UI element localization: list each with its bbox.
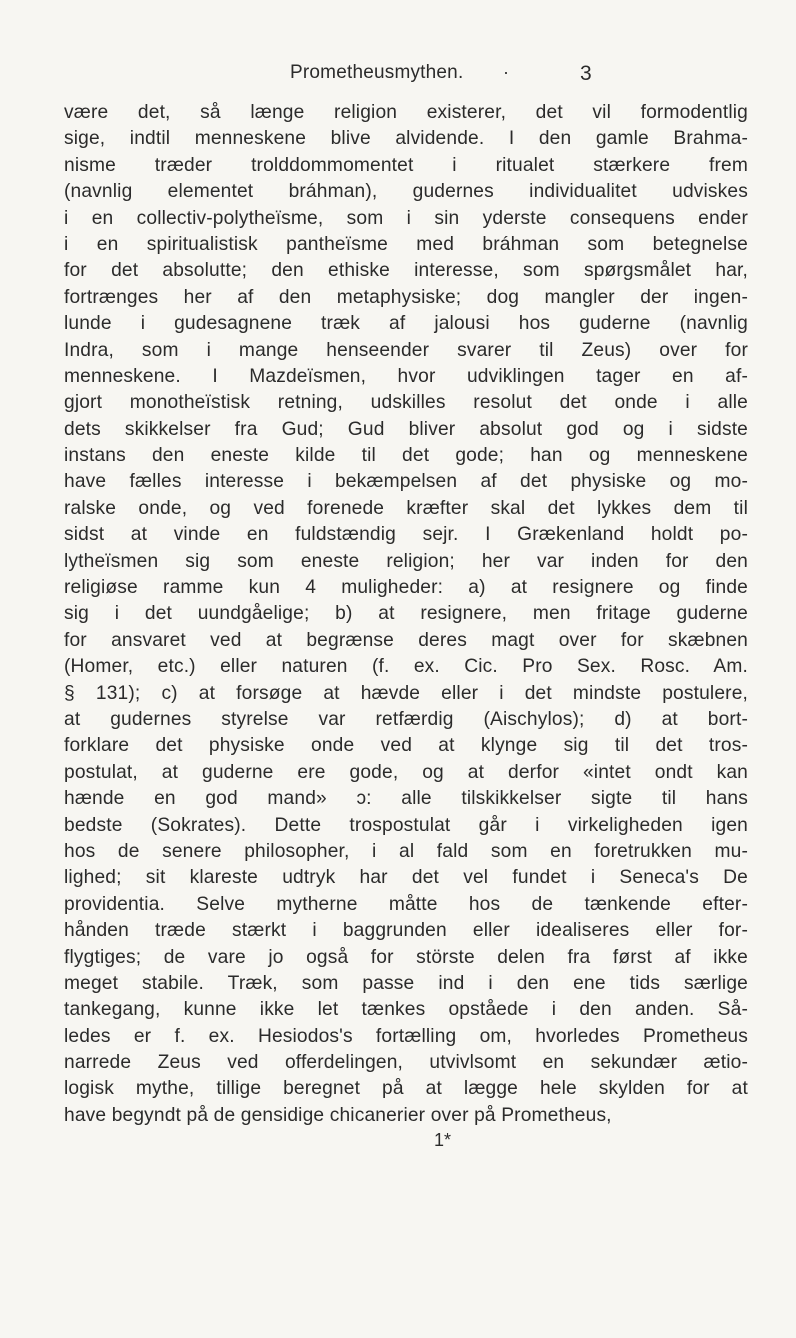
text-line: (navnlig elementet bráhman), gudernes individualitet udviskes bbox=[64, 181, 748, 203]
text-line: hånden træde stærkt i baggrunden eller idealiseres eller for- bbox=[64, 920, 748, 942]
text-line: flygtiges; de vare jo også for störste delen fra først af ikke bbox=[64, 946, 748, 968]
text-line: sidst at vinde en fuldstændig sejr. I Grækenland holdt po- bbox=[64, 524, 748, 546]
text-line: bedste (Sokrates). Dette trospostulat går i virkeligheden igen bbox=[64, 814, 748, 836]
header-dot: · bbox=[503, 62, 509, 82]
text-line: lytheïsmen sig som eneste religion; her var inden for den bbox=[64, 550, 748, 572]
text-line: sig i det uundgåelige; b) at resignere, men fritage guderne bbox=[64, 603, 748, 625]
text-line: providentia. Selve mytherne måtte hos de tænkende efter- bbox=[64, 893, 748, 915]
text-line: narrede Zeus ved offerdelingen, utvivlsomt en sekundær ætio- bbox=[64, 1052, 748, 1074]
text-line: Indra, som i mange henseender svarer til Zeus) over for bbox=[64, 339, 748, 361]
text-line: dets skikkelser fra Gud; Gud bliver absolut god og i sidste bbox=[64, 418, 748, 440]
text-line: lighed; sit klareste udtryk har det vel fundet i Seneca's De bbox=[64, 867, 748, 889]
text-line: i en collectiv-polytheïsme, som i sin yderste consequens ender bbox=[64, 207, 748, 229]
text-line: gjort monotheïstisk retning, udskilles resolut det onde i alle bbox=[64, 392, 748, 414]
text-line: meget stabile. Træk, som passe ind i den ene tids særlige bbox=[64, 972, 748, 994]
text-line: have fælles interesse i bekæmpelsen af det physiske og mo- bbox=[64, 471, 748, 493]
running-title: Prometheusmythen. bbox=[290, 62, 464, 83]
page-header bbox=[290, 62, 620, 92]
text-line: i en spiritualistisk pantheïsme med bráhman som betegnelse bbox=[64, 233, 748, 255]
text-line: at gudernes styrelse var retfærdig (Aischylos); d) at bort- bbox=[64, 708, 748, 730]
text-line: have begyndt på de gensidige chicanerier over på Prometheus, bbox=[64, 1104, 612, 1126]
text-line: hænde en god mand» ɔ: alle tilskikkelser sigte til hans bbox=[64, 788, 748, 810]
text-line: postulat, at guderne ere gode, og at derfor «intet ondt kan bbox=[64, 761, 748, 783]
text-line: logisk mythe, tillige beregnet på at lægge hele skylden for at bbox=[64, 1078, 748, 1100]
text-line: for det absolutte; den ethiske interesse, som spørgsmålet har, bbox=[64, 260, 748, 282]
text-line: være det, så længe religion existerer, det vil formodentlig bbox=[64, 102, 748, 123]
text-line: tankegang, kunne ikke let tænkes opståede i den anden. Så- bbox=[64, 999, 748, 1021]
signature-mark: 1* bbox=[434, 1130, 452, 1150]
text-line: fortrænges her af den metaphysiske; dog mangler der ingen- bbox=[64, 286, 748, 308]
text-line: ralske onde, og ved forenede kræfter skal det lykkes dem til bbox=[64, 497, 748, 519]
body-text bbox=[64, 100, 748, 1129]
text-line: ledes er f. ex. Hesiodos's fortælling om, hvorledes Prometheus bbox=[64, 1025, 748, 1047]
text-line: nisme træder trolddommomentet i ritualet stærkere frem bbox=[64, 154, 748, 176]
text-line: sige, indtil menneskene blive alvidende. I den gamle Brahma- bbox=[64, 128, 748, 150]
text-line: for ansvaret ved at begrænse deres magt over for skæbnen bbox=[64, 629, 748, 651]
text-line: § 131); c) at forsøge at hævde eller i det mindste postulere, bbox=[64, 682, 748, 704]
text-line: religiøse ramme kun 4 muligheder: a) at resignere og finde bbox=[64, 577, 748, 599]
text-line: forklare det physiske onde ved at klynge sig til det tros- bbox=[64, 735, 748, 757]
text-line: (Homer, etc.) eller naturen (f. ex. Cic. Pro Sex. Rosc. Am. bbox=[64, 656, 748, 678]
text-line: lunde i gudesagnene træk af jalousi hos guderne (navnlig bbox=[64, 313, 748, 335]
text-line: instans den eneste kilde til det gode; han og menneskene bbox=[64, 445, 748, 467]
text-line: hos de senere philosopher, i al fald som en foretrukken mu- bbox=[64, 840, 748, 862]
text-line: menneskene. I Mazdeïsmen, hvor udviklingen tager en af- bbox=[64, 365, 748, 387]
page-number: 3 bbox=[580, 62, 592, 85]
